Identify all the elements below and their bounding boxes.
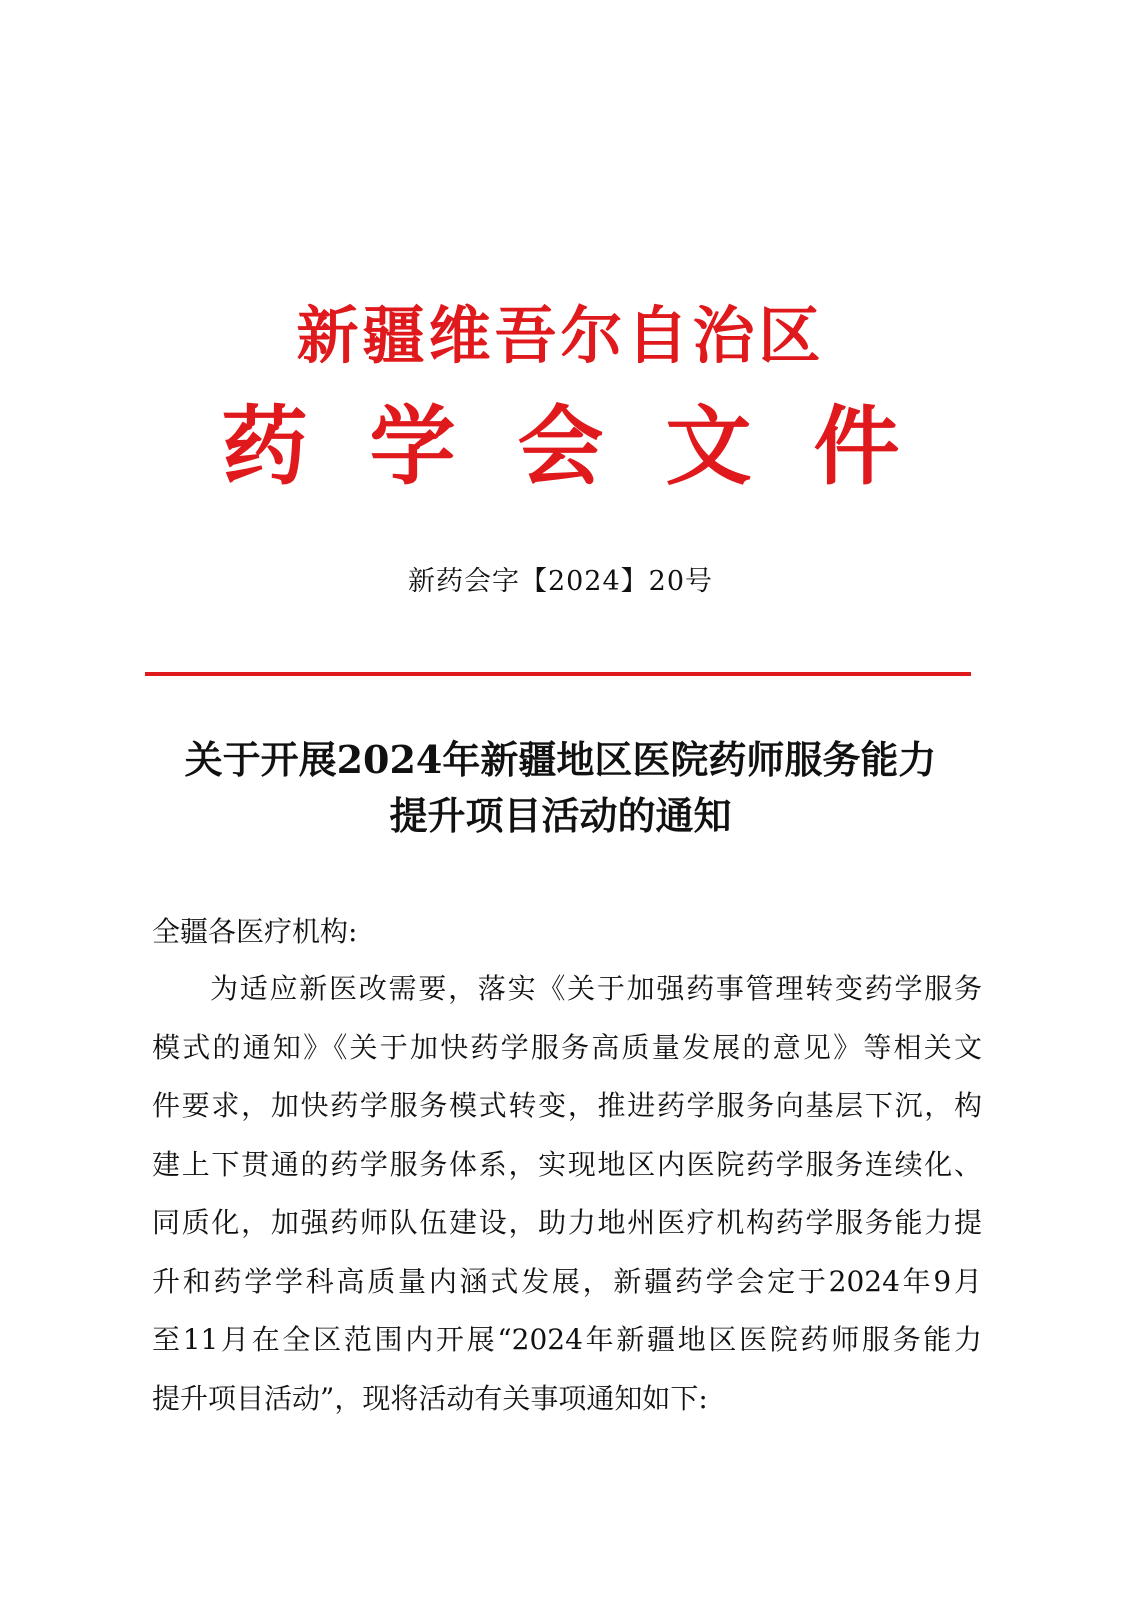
body-line: 升和药学学科高质量内涵式发展，新疆药学会定于2024年9月 xyxy=(152,1264,982,1298)
body-line: 为适应新医改需要，落实《关于加强药事管理转变药学服务 xyxy=(210,972,982,1005)
body-line: 件要求，加快药学服务模式转变，推进药学服务向基层下沉，构 xyxy=(152,1089,982,1122)
notice-title xyxy=(120,732,1001,844)
salutation: 全疆各医疗机构: xyxy=(152,915,358,948)
body-paragraph xyxy=(152,960,982,1428)
document-type-heading: 药学会文件 xyxy=(221,397,962,497)
body-line: 同质化，加强药师队伍建设，助力地州医疗机构药学服务能力提 xyxy=(152,1206,982,1239)
body-line: 提升项目活动”，现将活动有关事项通知如下: xyxy=(152,1381,708,1415)
issuing-organization: 新疆维吾尔自治区 xyxy=(296,299,825,372)
body-line: 建上下贯通的药学服务体系，实现地区内医院药学服务连续化、 xyxy=(152,1147,982,1181)
body-line: 至11月在全区范围内开展“2024年新疆地区医院药师服务能力 xyxy=(152,1323,982,1356)
notice-title-line-1: 关于开展2024年新疆地区医院药师服务能力 xyxy=(184,737,937,782)
document-number: 新药会字【2024】20号 xyxy=(407,566,714,597)
notice-title-line-2: 提升项目活动的通知 xyxy=(389,793,732,838)
body-line: 模式的通知》《关于加快药学服务高质量发展的意见》等相关文 xyxy=(152,1030,982,1064)
red-divider-line xyxy=(145,672,971,676)
